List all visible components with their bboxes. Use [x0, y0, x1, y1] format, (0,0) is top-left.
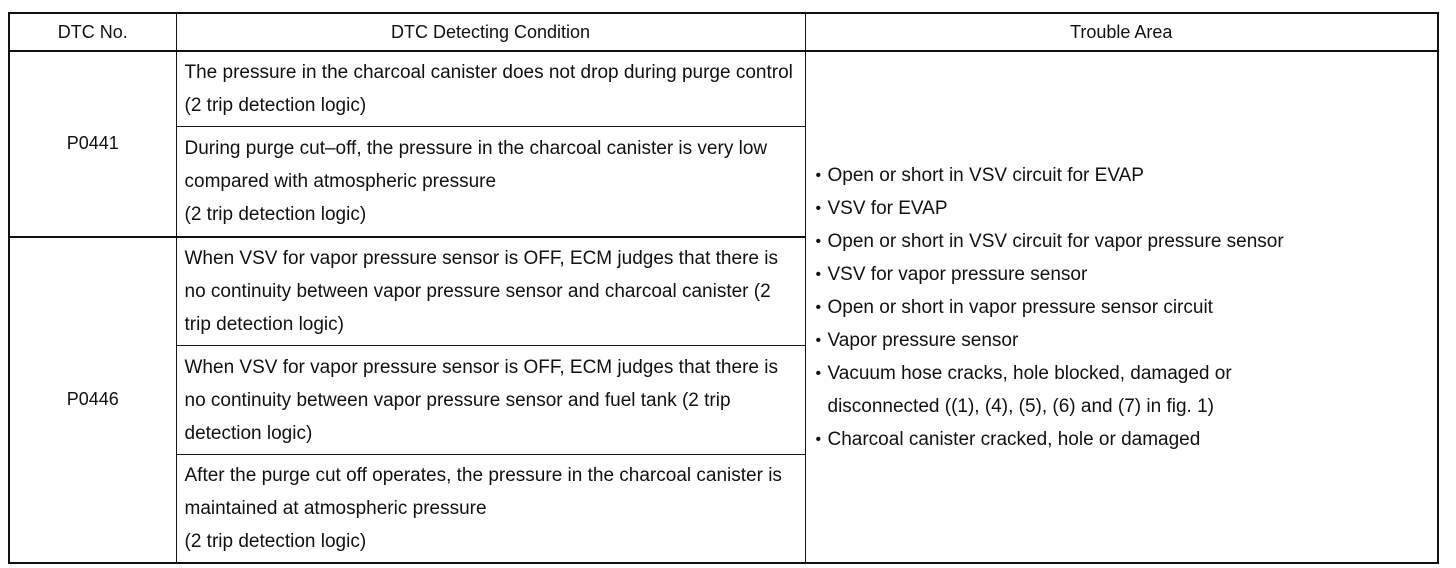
dtc-code-p0446: P0446 — [9, 237, 176, 564]
list-item — [816, 192, 1438, 225]
dtc-code-p0441: P0441 — [9, 51, 176, 237]
header-row — [9, 13, 1438, 51]
list-item — [816, 423, 1438, 456]
trouble-area-list — [816, 159, 1438, 456]
condition-text: After the purge cut off operates, the pressure in the charcoal canister is maintained at atmospheric pressure (2 trip detection logic) — [184, 465, 782, 552]
trouble-area-text: Open or short in VSV circuit for EVAP — [827, 164, 1144, 186]
table-row — [9, 51, 1438, 127]
bullet-icon: • — [815, 166, 822, 184]
trouble-area-text: Charcoal canister cracked, hole or damaged — [827, 428, 1201, 450]
header-trouble-area: Trouble Area — [805, 13, 1438, 51]
list-item — [816, 357, 1298, 423]
list-item — [816, 225, 1438, 258]
condition-text: When VSV for vapor pressure sensor is OFF, ECM judges that there is no continuity between vapor pressure sensor and charcoal canister (2 trip detection logic) — [184, 247, 778, 335]
bullet-icon: • — [815, 331, 822, 349]
dtc-table — [8, 12, 1439, 564]
condition-cell — [176, 346, 805, 455]
list-item — [816, 324, 1438, 357]
trouble-area-text: Vapor pressure sensor — [827, 329, 1019, 351]
condition-text: When VSV for vapor pressure sensor is OFF, ECM judges that there is no continuity between vapor pressure sensor and fuel tank (2 trip detection logic) — [184, 356, 778, 444]
condition-cell — [176, 51, 805, 127]
list-item — [816, 291, 1438, 324]
bullet-icon: • — [815, 199, 822, 217]
condition-cell — [176, 237, 805, 346]
header-dtc-no: DTC No. — [9, 13, 176, 51]
condition-text: During purge cut–off, the pressure in the charcoal canister is very low compared with atmospheric pressure (2 trip detection logic) — [184, 137, 768, 225]
trouble-area-text: VSV for EVAP — [827, 197, 948, 219]
trouble-area-text: Open or short in vapor pressure sensor circuit — [827, 296, 1213, 318]
bullet-icon: • — [815, 298, 822, 316]
trouble-area-text: Open or short in VSV circuit for vapor pressure sensor — [827, 230, 1284, 252]
condition-cell — [176, 127, 805, 237]
list-item — [816, 159, 1438, 192]
list-item — [816, 258, 1438, 291]
trouble-area-cell — [805, 51, 1438, 563]
bullet-icon: • — [815, 232, 822, 250]
bullet-icon: • — [815, 364, 822, 382]
condition-cell — [176, 455, 805, 564]
bullet-icon: • — [815, 265, 822, 283]
condition-text: The pressure in the charcoal canister does not drop during purge control (2 trip detection logic) — [184, 62, 793, 116]
trouble-area-text: VSV for vapor pressure sensor — [827, 263, 1088, 285]
header-detecting-condition: DTC Detecting Condition — [176, 13, 805, 51]
bullet-icon: • — [815, 430, 822, 448]
trouble-area-text: Vacuum hose cracks, hole blocked, damaged or disconnected ((1), (4), (5), (6) and (7) in fig. 1) — [827, 362, 1232, 417]
